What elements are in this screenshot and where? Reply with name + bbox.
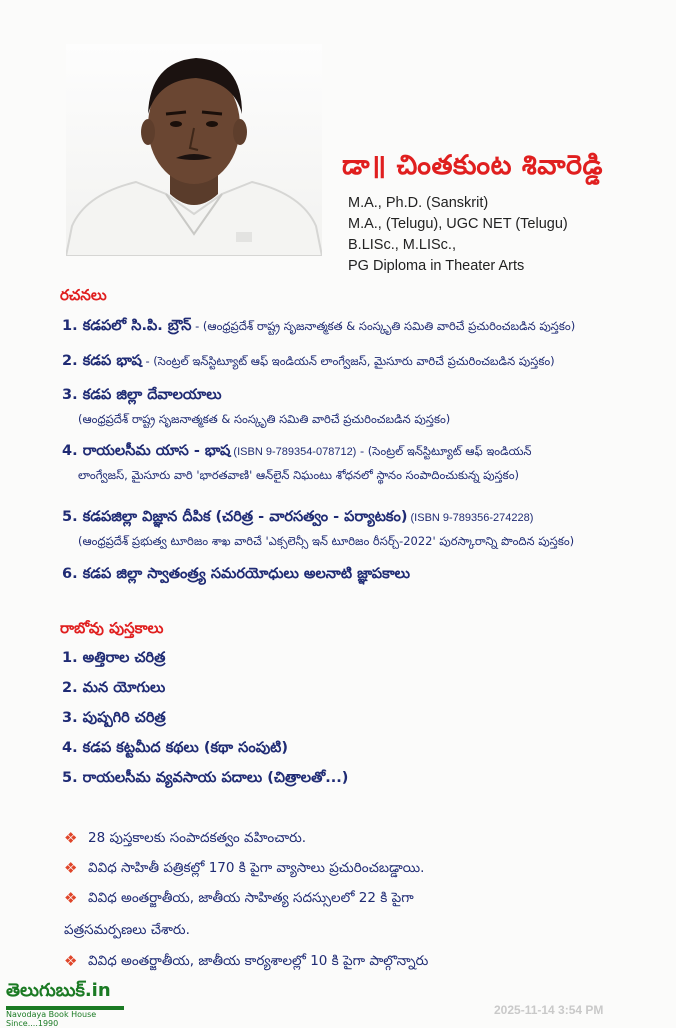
logo-text: తెలుగుబుక్.in <box>6 980 111 1001</box>
work-description: (ఆంధ్రప్రదేశ్ ప్రభుత్వ టూరిజం శాఖ వారిచే 'ఎక్సలెన్సీ ఇన్ టూరిజం రీసర్చ్-2022' పురస్కారాన్ని పొందిన పుస్తకం) <box>78 534 575 548</box>
work-item <box>62 440 672 485</box>
achievement-text: వివిధ సాహితీ పత్రికల్లో 170 కి పైగా వ్యాసాలు ప్రచురించబడ్డాయి. <box>88 860 425 876</box>
upcoming-item: 4. కడప కట్టమీద కథలు (కథా సంపుటి) <box>62 740 288 756</box>
publisher-since: Since....1990 <box>6 1019 59 1028</box>
work-number: 5. <box>62 509 78 525</box>
work-title: కడపలో సి.పి. బ్రౌన్ <box>82 318 192 334</box>
achievement-text: 28 పుస్తకాలకు సంపాదకత్వం వహించారు. <box>88 830 307 846</box>
author-name: డా॥ చింతకుంట శివారెడ్డి <box>342 150 603 181</box>
achievement-text-continued: పత్రసమర్పణలు చేశారు. <box>64 922 190 938</box>
telugubook-logo[interactable] <box>6 980 130 1028</box>
qualification-line: M.A., Ph.D. (Sanskrit) <box>348 195 489 211</box>
diamond-bullet-icon: ❖ <box>64 829 78 847</box>
author-photo <box>66 44 322 256</box>
works-heading: రచనలు <box>60 286 107 304</box>
work-title: రాయలసీమ యాస - భాష <box>82 443 231 459</box>
work-number: 2. <box>62 353 78 369</box>
work-item <box>62 315 672 338</box>
work-number: 6. <box>62 566 78 582</box>
upcoming-heading: రాబోవు పుస్తకాలు <box>60 619 164 637</box>
qualification-line: PG Diploma in Theater Arts <box>348 258 525 274</box>
work-title: కడప జిల్లా దేవాలయాలు <box>82 387 222 403</box>
work-description: - (ఆంధ్రప్రదేశ్ రాష్ట్ర సృజనాత్మకత & సంస్కృతి సమితి వారిచే ప్రచురించబడిన పుస్తకం) <box>191 319 576 333</box>
qualification-line: B.LISc., M.LISc., <box>348 237 456 253</box>
work-item <box>62 384 672 429</box>
work-title: కడప జిల్లా స్వాతంత్ర్య సమరయోధులు అలనాటి జ్ఞాపకాలు <box>82 566 410 582</box>
work-item <box>62 350 672 373</box>
upcoming-item: 1. అత్తిరాల చరిత్ర <box>62 650 166 666</box>
work-number: 1. <box>62 318 78 334</box>
achievement-text: వివిధ అంతర్జాతీయ, జాతీయ సాహిత్య సదస్సులలో 22 కి పైగా <box>88 890 414 906</box>
work-isbn: (ISBN 9-789356-274228) <box>407 512 534 524</box>
work-isbn: (ISBN 9-789354-078712) <box>230 446 357 458</box>
work-title: కడప భాష <box>82 353 142 369</box>
work-title: కడపజిల్లా విజ్ఞాన దీపిక (చరిత్ర - వారసత్వం - పర్యాటకం) <box>82 509 408 525</box>
publisher-name: Navodaya Book House <box>6 1010 97 1019</box>
work-description: - (సెంట్రల్ ఇన్‌స్టిట్యూట్ ఆఫ్ ఇండియన్ <box>356 444 532 458</box>
qualification-line: M.A., (Telugu), UGC NET (Telugu) <box>348 216 568 232</box>
work-description: - (సెంట్రల్ ఇన్‌స్టిట్యూట్ ఆఫ్ ఇండియన్ లాంగ్వేజస్, మైసూరు వారిచే ప్రచురించబడిన పుస్తకం) <box>141 354 555 368</box>
author-qualifications <box>348 193 568 277</box>
upcoming-item: 2. మన యోగులు <box>62 680 166 696</box>
upcoming-item: 5. రాయలసీమ వ్యవసాయ పదాలు (చిత్రాలతో...) <box>62 770 349 786</box>
achievement-text: వివిధ అంతర్జాతీయ, జాతీయ కార్యశాలల్లో 10 కి పైగా పాల్గొన్నారు <box>88 953 429 969</box>
work-number: 3. <box>62 387 78 403</box>
work-number: 4. <box>62 443 78 459</box>
scan-timestamp: 2025-11-14 3:54 PM <box>494 1003 604 1017</box>
diamond-bullet-icon: ❖ <box>64 952 78 970</box>
diamond-bullet-icon: ❖ <box>64 889 78 907</box>
work-description: (ఆంధ్రప్రదేశ్ రాష్ట్ర సృజనాత్మకత & సంస్కృతి సమితి వారిచే ప్రచురించబడిన పుస్తకం) <box>78 412 451 426</box>
diamond-bullet-icon: ❖ <box>64 859 78 877</box>
work-description-continued: లాంగ్వేజస్, మైసూరు వారి 'భారతవాణి' ఆన్‌లైన్ నిఘంటు శోధనలో స్థానం సంపాదించుకున్న పుస్తకం) <box>78 468 520 482</box>
upcoming-item: 3. పుష్పగిరి చరిత్ర <box>62 710 166 726</box>
work-item <box>62 506 672 551</box>
work-item <box>62 563 672 586</box>
